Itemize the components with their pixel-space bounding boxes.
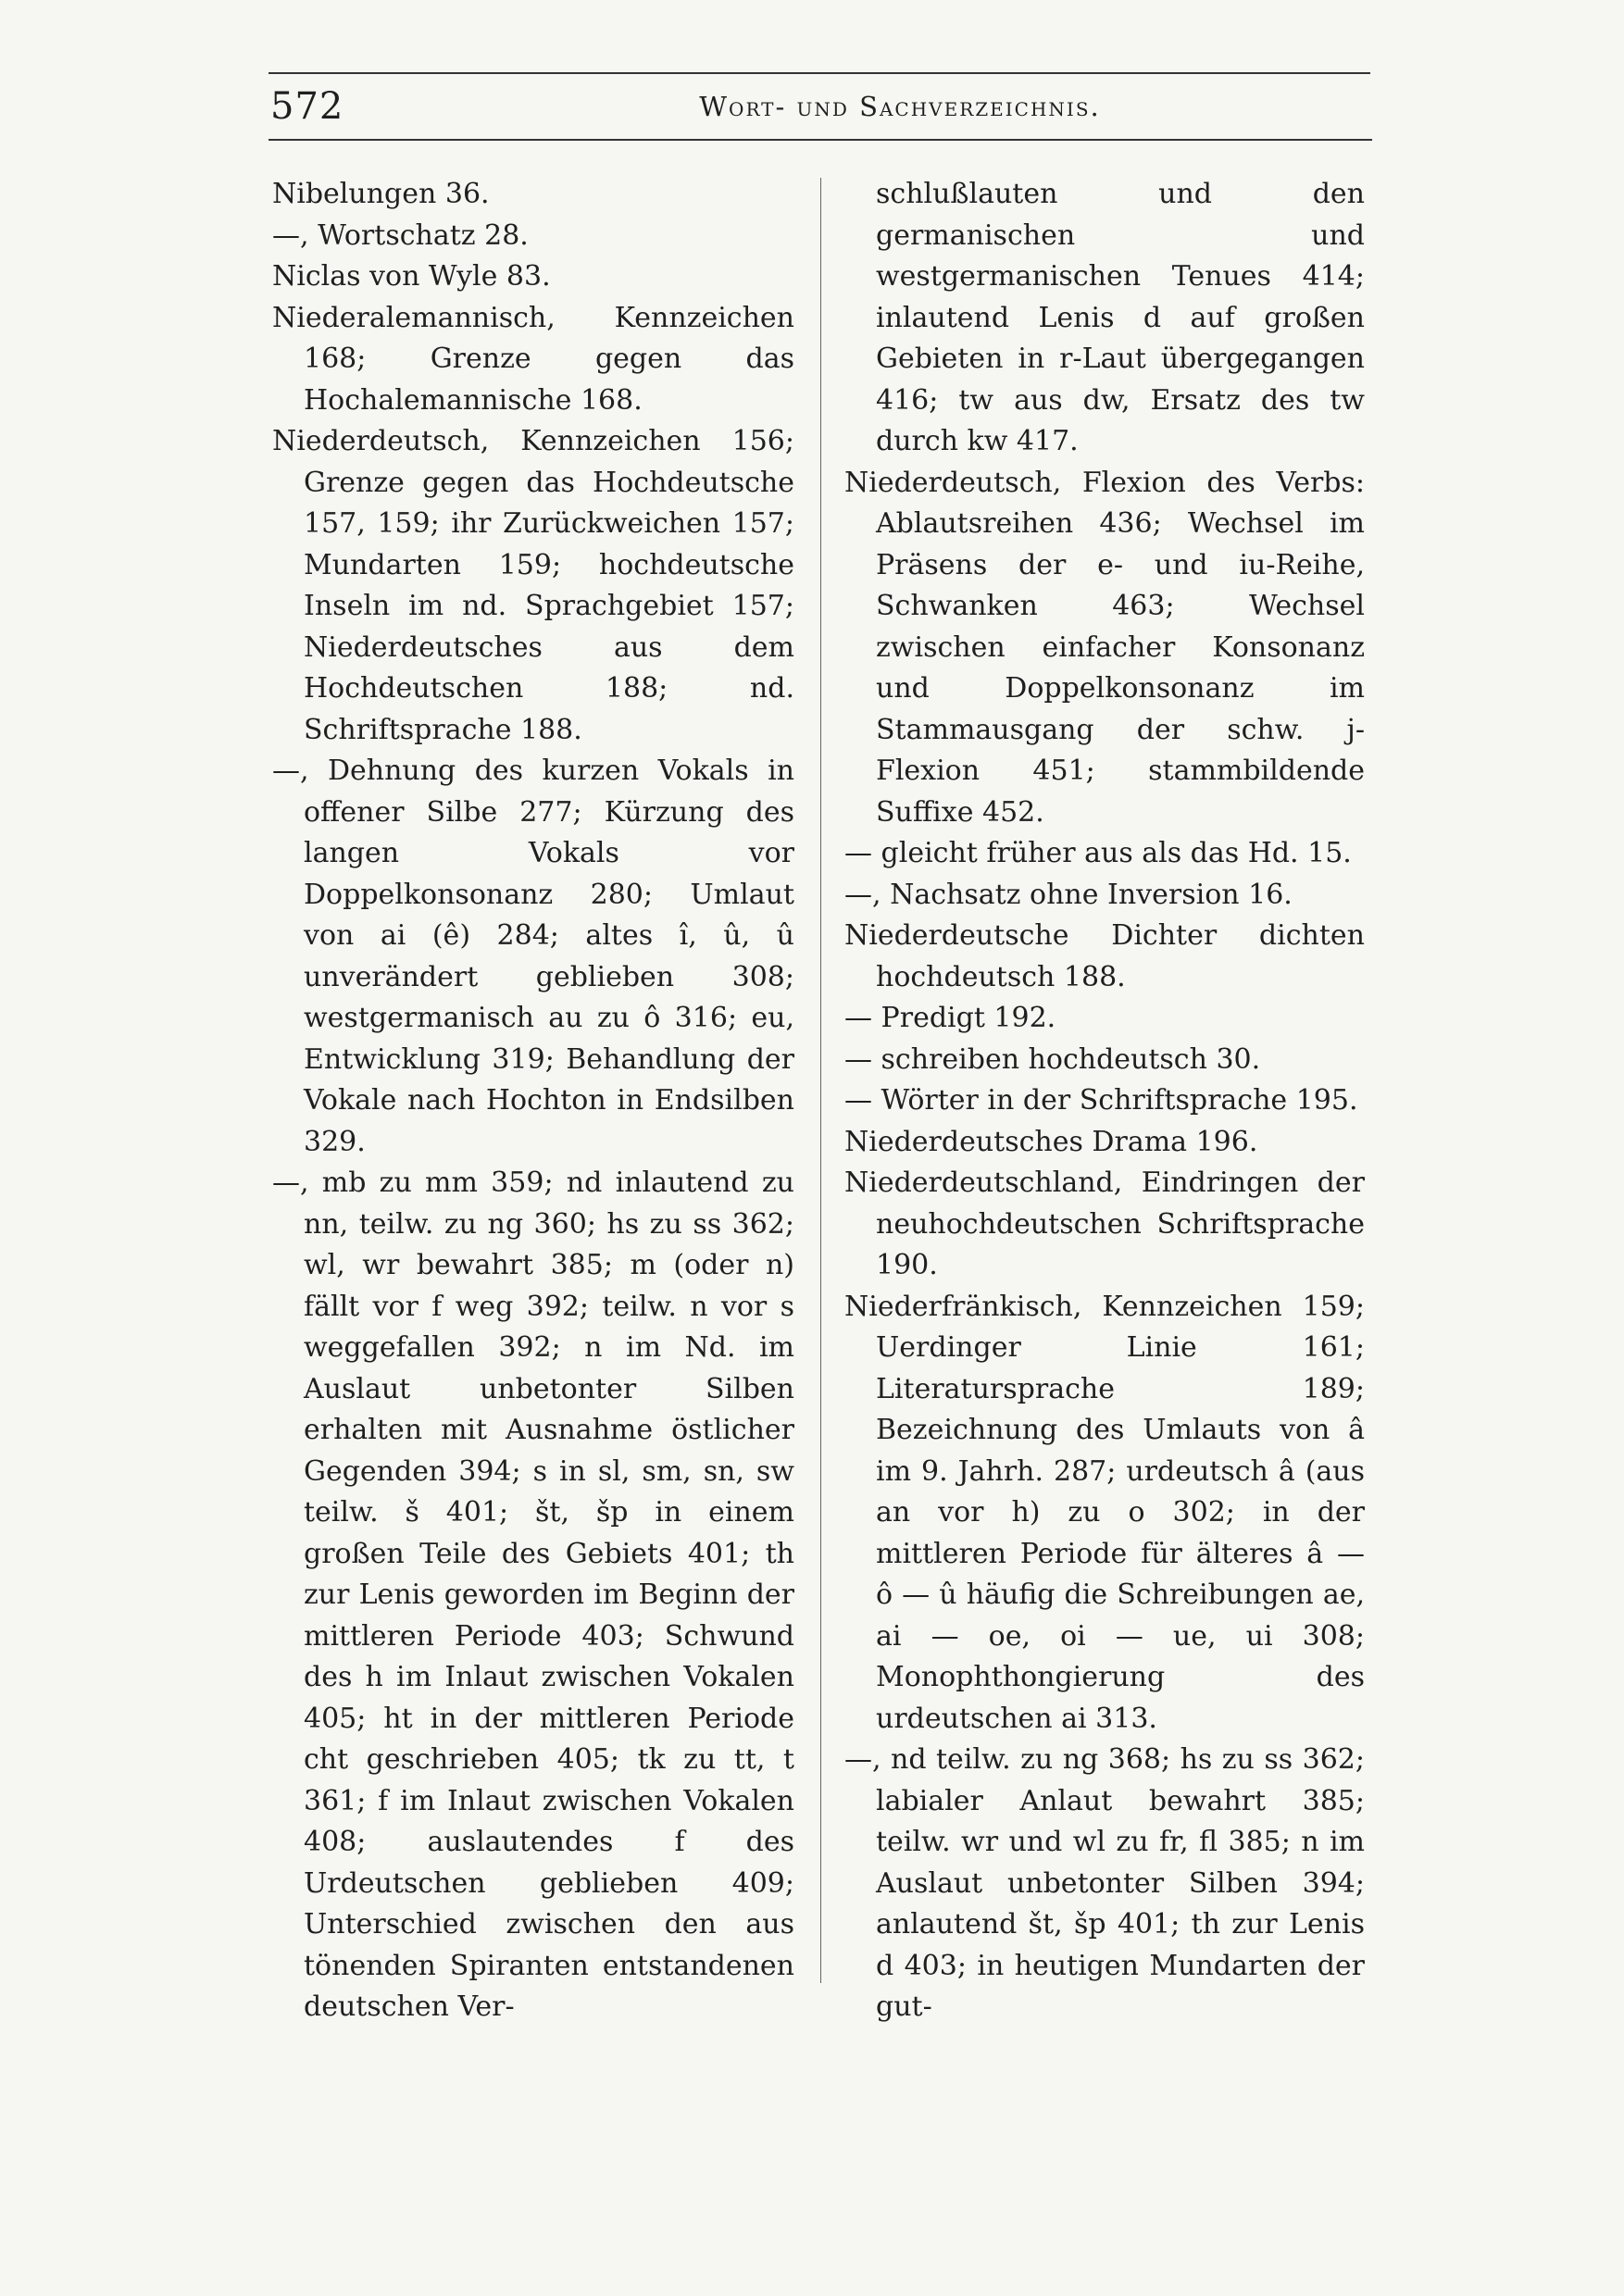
index-entry: Niclas von Wyle 83. (272, 260, 551, 293)
index-entry: Niederdeutsch, Flexion des Verbs: Ablautsreihen 436; Wechsel im Präsens der e- und iu-Reihe, Schwanken 463; Wechsel zwischen einfacher Konsonanz und Doppelkonsonanz im Stammausgang der schw. j-Flexion 451; stammbildende Suffixe 452. (844, 466, 1365, 829)
index-entry: — Predigt 192. (844, 1002, 1056, 1034)
index-entry: Nibelungen 36. (272, 178, 490, 210)
index-entry: — schreiben hochdeutsch 30. (844, 1042, 1261, 1076)
index-entry: Niederfränkisch, Kennzeichen 159; Uerdinger Linie 161; Literatursprache 189; Bezeichnung des Umlauts von â im 9. Jahrh. 287; urdeutsch â (aus an vor h) zu o 302; in der mittleren Periode für älteres â — ô — û häufig die Schreibungen ae, ai — oe, oi — ue, ui 308; Monophthongierung des urdeutschen ai 313. (844, 1290, 1365, 1735)
header-rule (269, 139, 1372, 141)
top-rule (269, 72, 1370, 74)
page-header (270, 85, 1370, 141)
running-title: Wort- und Sachverzeichnis. (699, 91, 1101, 122)
index-entry: Niederdeutsche Dichter dichten hochdeutsch 188. (844, 919, 1365, 993)
index-entry: Niederdeutsches Drama 196. (844, 1125, 1258, 1158)
index-entry: —, nd teilw. zu ng 368; hs zu ss 362; labialer Anlaut bewahrt 385; teilw. wr und wl zu fr, fl 385; n im Auslaut unbetonter Silben 394; anlautend št, šp 401; th zur Lenis d 403; in heutigen Mundarten der gut- (844, 1743, 1365, 2023)
index-entry: — Wörter in der Schriftsprache 195. (844, 1084, 1358, 1117)
index-entry: —, mb zu mm 359; nd inlautend zu nn, teilw. zu ng 360; hs zu ss 362; wl, wr bewahrt 385; m (oder n) fällt vor f weg 392; teilw. n vor s weggefallen 392; n im Nd. im Auslaut unbetonter Silben erhalten mit Ausnahme östlicher Gegenden 394; s in sl, sm, sn, sw teilw. š 401; št, šp in einem großen Teile des Gebiets 401; th zur Lenis geworden im Beginn der mittleren Periode 403; Schwund des h im Inlaut zwischen Vokalen 405; ht in der mittleren Periode cht geschrieben 405; tk zu tt, t 361; f im Inlaut zwischen Vokalen 408; auslautendes f des Urdeutschen geblieben 409; Unterschied zwischen den aus tönenden Spiranten entstandenen deutschen Ver- (272, 1167, 794, 2023)
page-number: 572 (270, 85, 344, 128)
column-divider (820, 178, 821, 1983)
index-entry: — gleicht früher aus als das Hd. 15. (844, 837, 1352, 869)
index-entry: Niederalemannisch, Kennzeichen 168; Grenze gegen das Hochalemannische 168. (272, 301, 794, 417)
right-column (844, 174, 1365, 2028)
left-column (272, 174, 794, 2028)
index-entry: Niederdeutschland, Eindringen der neuhochdeutschen Schriftsprache 190. (844, 1167, 1365, 1281)
index-entry: Niederdeutsch, Kennzeichen 156; Grenze gegen das Hochdeutsche 157, 159; ihr Zurückweichen 157; Mundarten 159; hochdeutsche Inseln im nd. Sprachgebiet 157; Niederdeutsches aus dem Hochdeutschen 188; nd. Schriftsprache 188. (272, 425, 794, 746)
index-entry: —, Dehnung des kurzen Vokals in offener Silbe 277; Kürzung des langen Vokals vor Doppelkonsonanz 280; Umlaut von ai (ê) 284; altes î, û, û unverändert geblieben 308; westgermanisch au zu ô 316; eu, Entwicklung 319; Behandlung der Vokale nach Hochton in Endsilben 329. (272, 755, 794, 1158)
index-entry: —, Wortschatz 28. (272, 218, 529, 252)
continued-entry: schlußlauten und den germanischen und westgermanischen Tenues 414; inlautend Lenis d auf großen Gebieten in r-Laut übergegangen 416; tw aus dw, Ersatz des tw durch kw 417. (876, 178, 1365, 457)
index-entry: —, Nachsatz ohne Inversion 16. (844, 878, 1293, 911)
